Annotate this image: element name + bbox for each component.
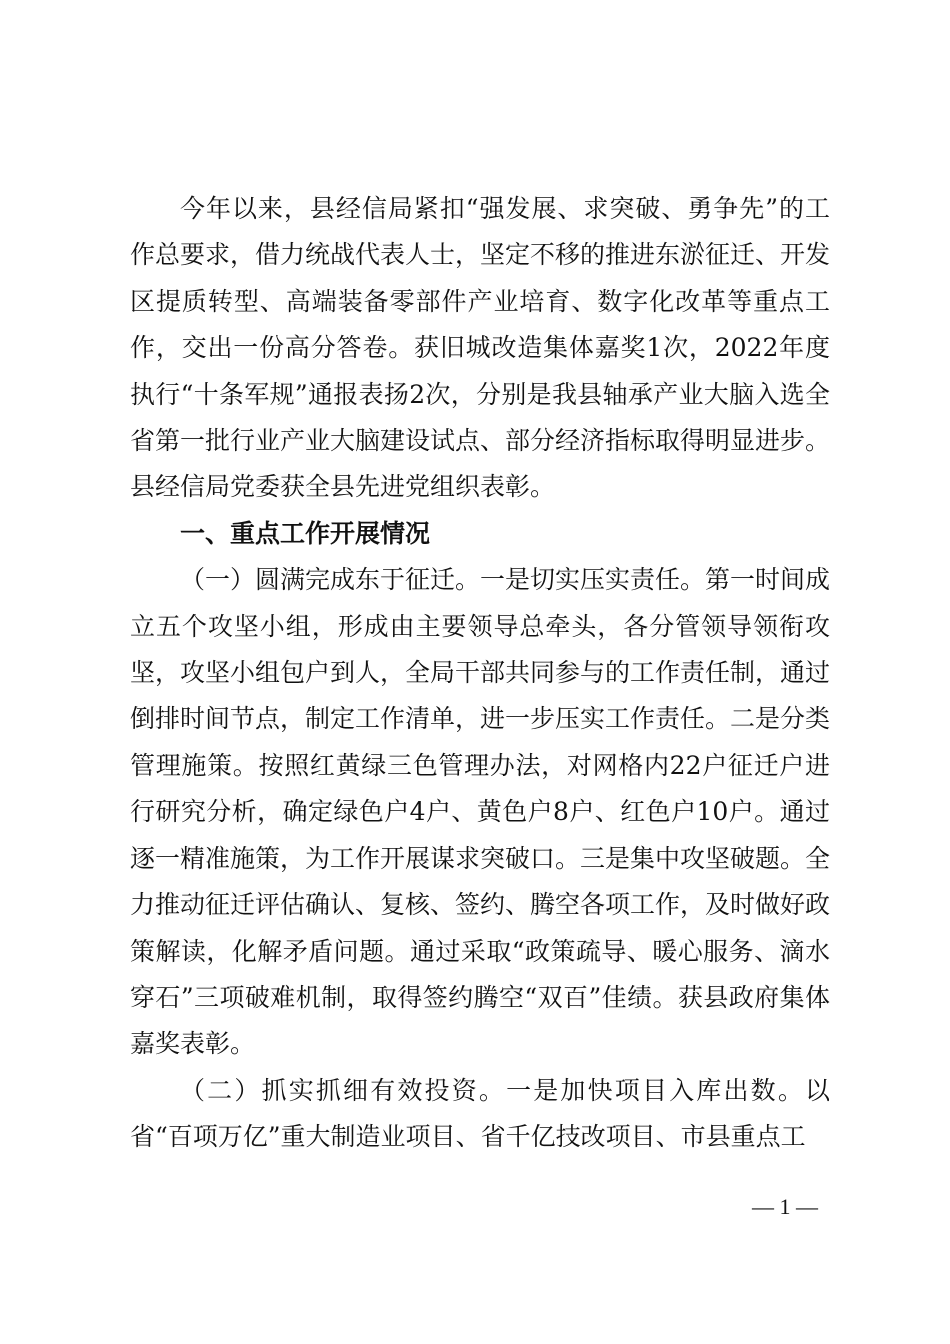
page-number: — 1 —	[752, 1194, 818, 1219]
section-paragraph-2: （二）抓实抓细有效投资。一是加快项目入库出数。以省“百项万亿”重大制造业项目、省千亿技改项目、市县重点工	[130, 1075, 830, 1152]
document-body	[130, 186, 830, 1161]
intro-paragraph: 今年以来，县经信局紧扣“强发展、求突破、勇争先”的工作总要求，借力统战代表人士，坚定不移的推进东淤征迁、开发区提质转型、高端装备零部件产业培育、数字化改革等重点工作，交出一份高分答卷。获旧城改造集体嘉奖1次，2022年度执行“十条军规”通报表扬2次，分别是我县轴承产业大脑入选全省第一批行业产业大脑建设试点、部分经济指标取得明显进步。县经信局党委获全县先进党组织表彰。	[130, 194, 831, 502]
section-paragraph-1: （一）圆满完成东于征迁。一是切实压实责任。第一时间成立五个攻坚小组，形成由主要领导总牵头，各分管领导领衔攻坚，攻坚小组包户到人，全局干部共同参与的工作责任制，通过倒排时间节点，制定工作清单，进一步压实工作责任。二是分类管理施策。按照红黄绿三色管理办法，对网格内22户征迁户进行研究分析，确定绿色户4户、黄色户8户、红色户10户。通过逐一精准施策，为工作开展谋求突破口。三是集中攻坚破题。全力推动征迁评估确认、复核、签约、腾空各项工作，及时做好政策解读，化解矛盾问题。通过采取“政策疏导、暖心服务、滴水穿石”三项破难机制，取得签约腾空“双百”佳绩。获县政府集体嘉奖表彰。	[130, 565, 831, 1059]
section-heading: 一、重点工作开展情况	[180, 518, 431, 548]
